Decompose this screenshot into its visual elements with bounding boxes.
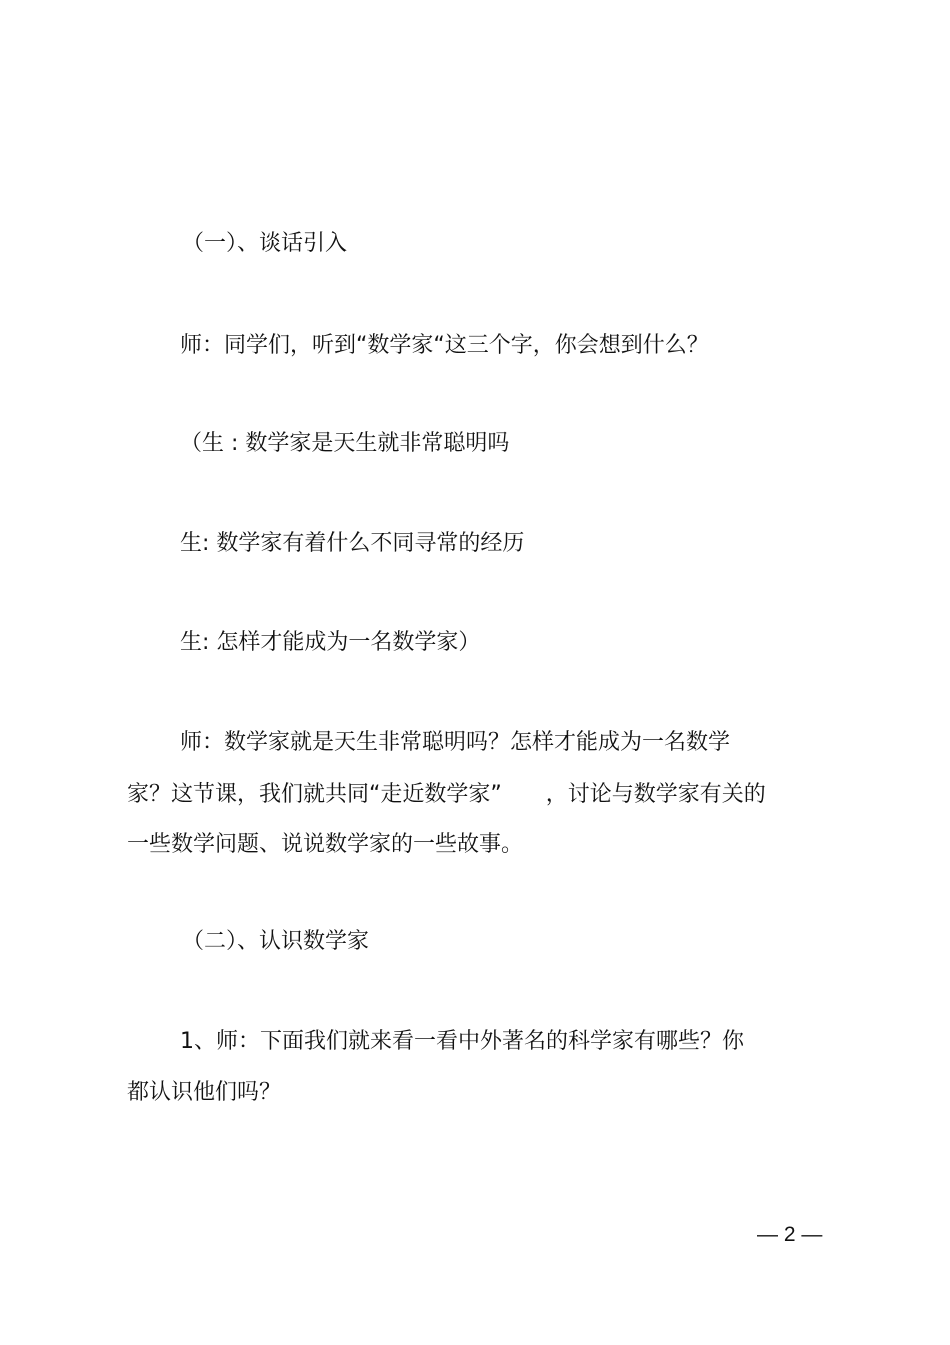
page-number: — 2 —: [757, 1223, 823, 1246]
numbered-item-line-1: 1、师：下面我们就来看一看中外著名的科学家有哪些？你: [180, 1029, 744, 1054]
teacher-question-paragraph: 师：同学们，听到“数学家“这三个字，你会想到什么？: [180, 333, 709, 358]
section-heading-talk-intro: （一）、谈话引入: [182, 231, 348, 256]
teacher-paragraph-line-2: 家？这节课，我们就共同“走近数学家” ，讨论与数学家有关的: [127, 782, 766, 807]
section-heading-know-mathematicians: （二）、认识数学家: [182, 929, 370, 954]
student-response-1: （生 : 数学家是天生就非常聪明吗: [180, 431, 510, 456]
teacher-paragraph-line-1: 师：数学家就是天生非常聪明吗？怎样才能成为一名数学: [180, 730, 731, 755]
student-response-2: 生: 数学家有着什么不同寻常的经历: [180, 531, 525, 556]
numbered-item-line-2: 都认识他们吗？: [127, 1080, 282, 1105]
teacher-paragraph-line-3: 一些数学问题、说说数学家的一些故事。: [127, 832, 524, 857]
student-response-3: 生: 怎样才能成为一名数学家）: [180, 630, 481, 655]
